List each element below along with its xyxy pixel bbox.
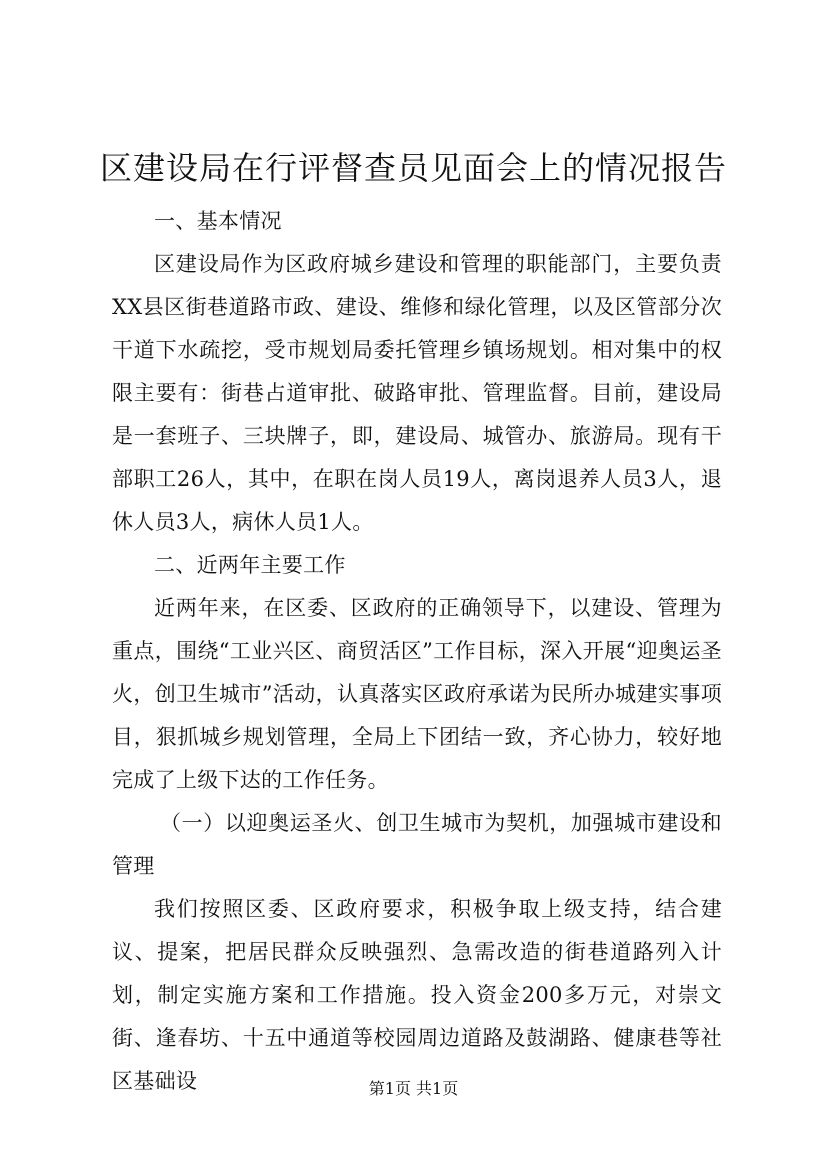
paragraph-basic-info: 区建设局作为区政府城乡建设和管理的职能部门，主要负责XX县区街巷道路市政、建设、维修和绿化管理，以及区管部分次干道下水疏挖，受市规划局委托管理乡镇场规划。相对集中的权限主要有：街巷占道审批、破路审批、管理监督。目前，建设局是一套班子、三块牌子，即，建设局、城管办、旅游局。现有干部职工26人，其中，在职在岗人员19人，离岗退养人员3人，退休人员3人，病休人员1人。: [112, 252, 722, 534]
document-body: [112, 200, 722, 1103]
paragraph-main-work: 近两年来，在区委、区政府的正确领导下，以建设、管理为重点，围绕“工业兴区、商贸活区”工作目标，深入开展“迎奥运圣火，创卫生城市”活动，认真落实区政府承诺为民所办城建实事项目，狠抓城乡规划管理，全局上下团结一致，齐心协力，较好地完成了上级下达的工作任务。: [112, 596, 722, 792]
subsection-heading-city-construction: （一）以迎奥运圣火、创卫生城市为契机，加强城市建设和管理: [112, 811, 722, 878]
page-footer: 第1页 共1页: [368, 1079, 459, 1098]
section-heading-basic-info: 一、基本情况: [154, 209, 282, 233]
paragraph-city-construction: 我们按照区委、区政府要求，积极争取上级支持，结合建议、提案，把居民群众反映强烈、急需改造的街巷道路列入计划，制定实施方案和工作措施。投入资金200多万元，对崇文街、逢春坊、十五中通道等校园周边道路及鼓湖路、健康巷等社区基础设: [112, 897, 722, 1093]
section-heading-main-work: 二、近两年主要工作: [154, 553, 346, 577]
document-title: 区建设局在行评督查员见面会上的情况报告: [99, 149, 727, 187]
